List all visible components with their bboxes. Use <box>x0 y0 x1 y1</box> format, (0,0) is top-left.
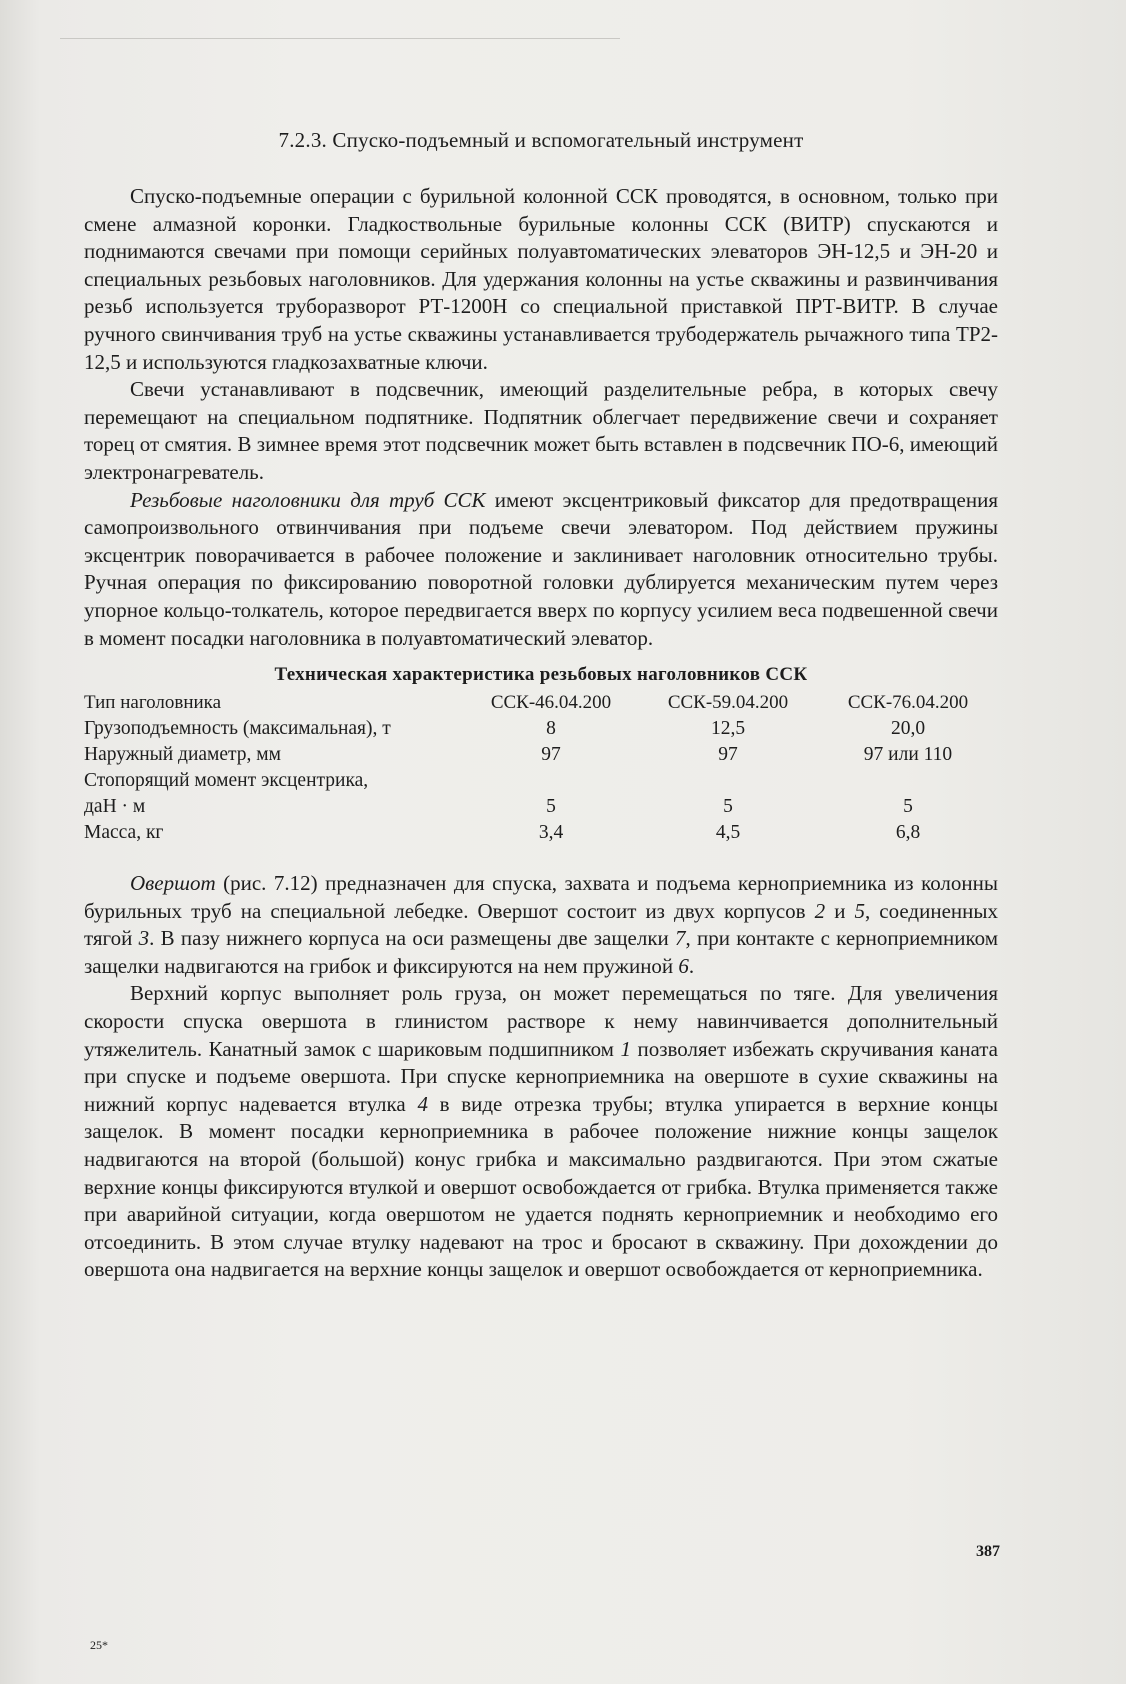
page-number: 387 <box>976 1543 1000 1560</box>
page-content <box>84 128 998 1284</box>
paragraph-1: Спуско-подъемные операции с бурильной колонной ССК проводятся, в основном, только при смене алмазной коронки. Гладкоствольные бурильные колонны ССК (ВИТР) спускаются и поднимаются свечами при помощи серийных полуавтоматических элеваторов ЭН-12,5 и ЭН-20 и специальных резьбовых наголовников. Для удержания колонны на устье скважины и развинчивания резьб используется труборазворот РТ-1200Н со специальной приставкой ПРТ-ВИТР. В случае ручного свинчивания труб на устье скважины устанавливается трубодержатель рычажного типа ТР2-12,5 и используются гладкозахватные ключи. <box>84 184 998 374</box>
model-3: ССК-76.04.200 <box>847 692 969 714</box>
table-header-row <box>84 690 998 716</box>
signature-mark: 25* <box>90 1638 108 1652</box>
model-1: ССК-46.04.200 <box>490 692 612 714</box>
table-row: даН · м 5 5 5 <box>84 796 913 818</box>
header-label: Тип наголовника <box>84 692 222 714</box>
table-row: Стопорящий момент эксцентрика, <box>84 770 369 792</box>
table-title: Техническая характеристика резьбовых наголовников ССК <box>274 664 808 686</box>
paragraph-5: Верхний корпус выполняет роль груза, он может перемещаться по тяге. Для увеличения скорости спуска овершота в глинистом растворе к нему навинчивается дополнительный утяжелитель. Канатный замок с шариковым подшипником 1 позволяет избежать скручивания каната при спуске и подъеме овершота. При спуске керноприемника на овершоте в сухие скважины на нижний корпус надевается втулка 4 в виде отрезка трубы; втулка упирается в верхние концы защелок. В момент посадки керноприемника в рабочее положение нижние концы защелок надвигаются на второй (большой) конус грибка и максимально раздвигаются. При этом сжатые верхние концы фиксируются втулкой и овершот освобождается от грибка. Втулка применяется также при аварийной ситуации, когда овершотом не удается поднять керноприемник и необходимо его отсоединить. В этом случае втулку надевают на трос и бросают в скважину. При дохождении до овершота она надвигается на верхние концы защелок и овершот освобождается от керноприемника. <box>84 981 999 1282</box>
scan-edge-line <box>60 38 620 39</box>
section-heading: 7.2.3. Спуско-подъемный и вспомогательный инструмент <box>278 128 804 152</box>
paragraph-2: Свечи устанавливают в подсвечник, имеющий разделительные ребра, в которых свечу перемещают на специальном подпятнике. Подпятник облегчает передвижение свечи и сохраняет торец от смятия. В зимнее время этот подсвечник может быть вставлен в подсвечник ПО-6, имеющий электронагреватель. <box>84 377 998 484</box>
spec-table-block <box>84 664 998 846</box>
paragraph-3: Резьбовые наголовники для труб ССК имеют эксцентриковый фиксатор для предотвращения самопроизвольного отвинчивания при подъеме свечи элеватором. Под действием пружины эксцентрик поворачивается в рабочее положение и заклинивает наголовник относительно трубы. Ручная операция по фиксированию поворотной головки дублируется механическим путем через упорное кольцо-толкатель, которое передвигается вверх по корпусу усилием веса подвешенной свечи в момент посадки наголовника в полуавтоматический элеватор. <box>84 487 999 650</box>
italic-term: Резьбовые наголовники для труб ССК <box>130 487 486 512</box>
model-2: ССК-59.04.200 <box>667 692 789 714</box>
table-row: Наружный диаметр, мм 97 97 97 или 110 <box>84 744 953 766</box>
table-row: Грузоподъемность (максимальная), т 8 12,5 20,0 <box>84 718 926 740</box>
paragraph-4: Овершот (рис. 7.12) предназначен для спуска, захвата и подъема керноприемника из колонны бурильных труб на специальной лебедке. Овершот состоит из двух корпусов 2 и 5, соединенных тягой 3. В пазу нижнего корпуса на оси размещены две защелки 7, при контакте с керноприемником защелки надвигаются на грибок и фиксируются на нем пружиной 6. <box>84 871 999 978</box>
spec-table <box>84 690 998 846</box>
table-row: Масса, кг 3,4 4,5 6,8 <box>84 822 921 844</box>
